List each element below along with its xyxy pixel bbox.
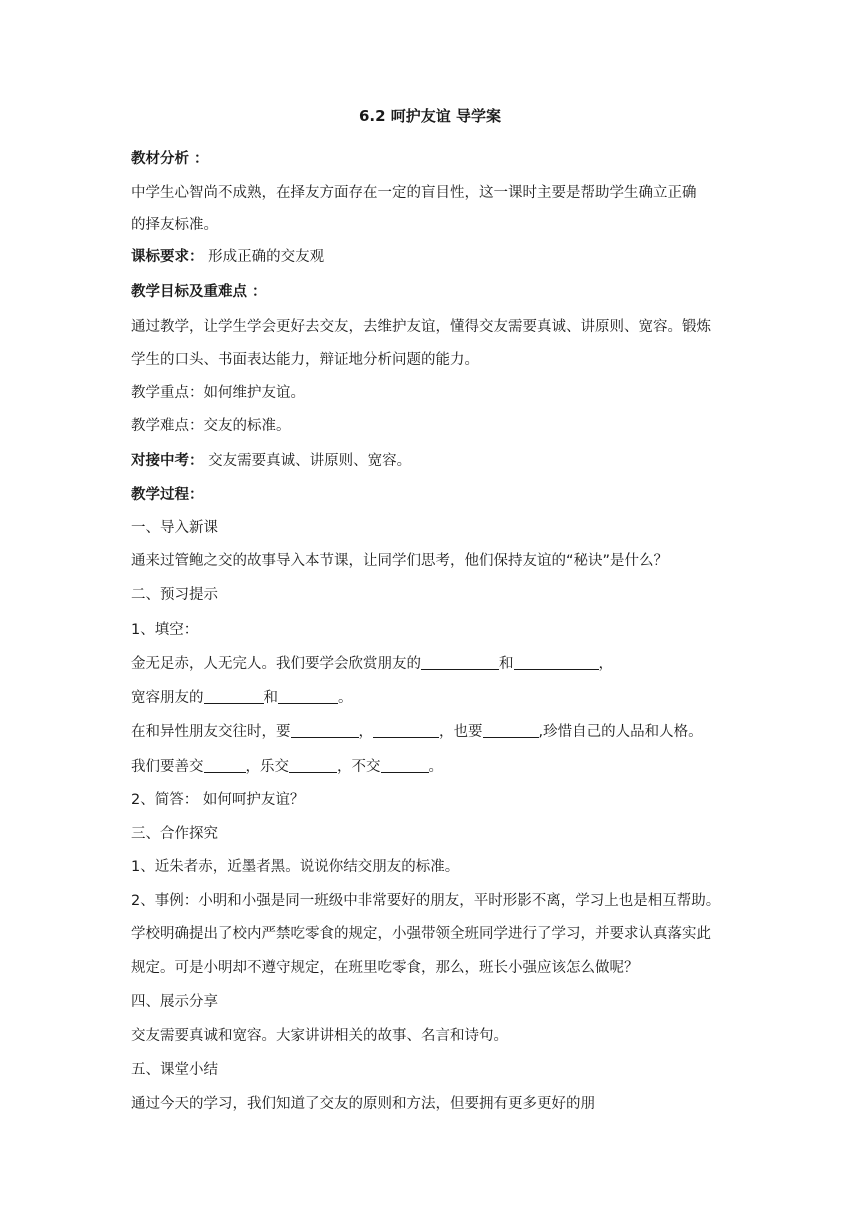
section-5-text: 通过今天的学习，我们知道了交友的原则和方法，但要拥有更多更好的朋 [131,1096,595,1112]
fill-blank [204,688,264,704]
fill-blank [421,654,499,670]
section-3-item-2-line-3: 规定。可是小明却不遵守规定，在班里吃零食，那么，班长小强应该怎么做呢？ [131,960,639,976]
analysis-line-2: 的择友标准。 [131,217,218,233]
goals-line-1: 通过教学，让学生学会更好去交友，去维护友谊，懂得交友需要真诚、讲原则、宽容。锻炼 [131,319,711,335]
fill-line-2-text-c: 。 [338,690,353,706]
section-4-heading: 四、展示分享 [131,994,218,1010]
fill-line-4 [131,757,443,777]
section-3-item-1: 1、近朱者赤，近墨者黑。说说你结交朋友的标准。 [131,859,460,875]
section-1-text: 通来过管鲍之交的故事导入本节课，让同学们思考，他们保持友谊的“秘诀”是什么？ [131,553,669,569]
fill-line-3-text-a: 在和异性朋友交往时，要 [131,724,291,740]
goals-difficulty: 教学难点：交友的标准。 [131,418,291,434]
fill-line-1-text-a: 金无足赤，人无完人。我们要学会欣赏朋友的 [131,656,421,672]
fill-line-3 [131,722,703,742]
fill-line-2-text-a: 宽容朋友的 [131,690,204,706]
fill-line-3-text-c: ，也要 [439,724,483,740]
goals-heading: 教学目标及重难点 ： [131,284,267,300]
fill-blank [278,688,338,704]
page-title: 6.2 呵护友谊 导学案 [358,107,502,125]
goals-line-2: 学生的口头、书面表达能力，辩证地分析问题的能力。 [131,352,479,368]
fill-blank [381,757,429,773]
fill-line-4-text-c: ，不交 [337,759,381,775]
standard-row [131,247,324,267]
fill-blank [204,757,246,773]
fill-line-1-text-c: ， [598,656,613,672]
fill-line-3-text-b: ， [358,724,373,740]
fill-line-1 [131,654,613,674]
fill-line-2-text-b: 和 [263,690,278,706]
fill-line-4-text-a: 我们要善交 [131,759,204,775]
section-4-text: 交友需要真诚和宽容。大家讲讲相关的故事、名言和诗句。 [131,1028,508,1044]
standard-text: 形成正确的交友观 [203,249,325,265]
section-1-heading: 一、导入新课 [131,520,218,536]
fill-line-4-text-b: ，乐交 [245,759,289,775]
analysis-heading: 教材分析 ： [131,151,209,167]
fill-line-2 [131,688,353,708]
section-2-heading: 二、预习提示 [131,587,218,603]
fill-blank [514,654,599,670]
standard-heading: 课标要求： [131,249,204,265]
section-3-item-2-line-1: 2、事例：小明和小强是同一班级中非常要好的朋友，平时形影不离，学习上也是相互帮助。 [131,893,721,909]
exam-row [131,451,411,471]
goals-key-point: 教学重点：如何维护友谊。 [131,385,305,401]
section-3-heading: 三、合作探究 [131,826,218,842]
fill-blank [373,722,439,738]
short-answer-question: 2、简答： 如何呵护友谊？ [131,792,305,808]
fill-line-1-text-b: 和 [499,656,514,672]
fill-blank [289,757,337,773]
section-5-heading: 五、课堂小结 [131,1062,218,1078]
exam-text: 交友需要真诚、讲原则、宽容。 [203,453,412,469]
fill-label: 1、填空： [131,622,199,638]
fill-blank [483,722,539,738]
fill-line-4-text-d: 。 [428,759,443,775]
section-3-item-2-line-2: 学校明确提出了校内严禁吃零食的规定，小强带领全班同学进行了学习，并要求认真落实此 [131,926,711,942]
fill-blank [291,722,359,738]
analysis-line-1: 中学生心智尚不成熟，在择友方面存在一定的盲目性，这一课时主要是帮助学生确立正确 [131,185,697,201]
process-heading: 教学过程： [131,487,204,503]
fill-line-3-text-d: ,珍惜自己的人品和人格。 [538,724,703,740]
exam-heading: 对接中考： [131,453,204,469]
